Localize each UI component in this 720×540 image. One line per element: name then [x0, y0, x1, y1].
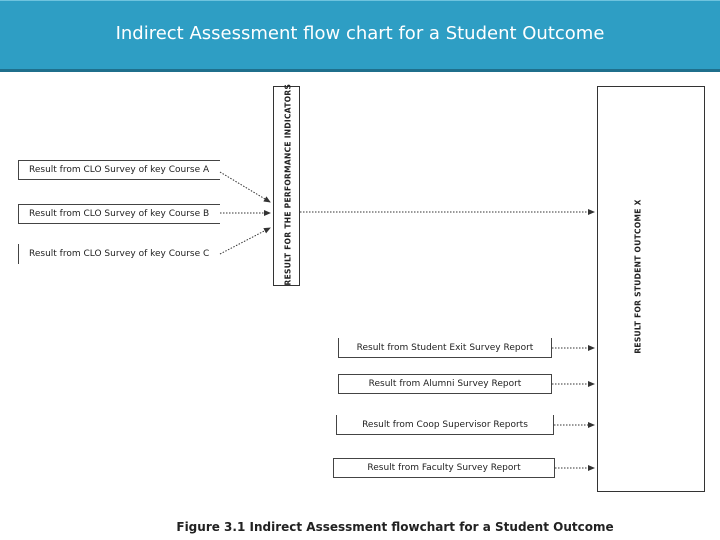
arrow-clo-c [220, 228, 270, 254]
survey-report-box-coop [336, 415, 554, 435]
survey-report-box-faculty [333, 458, 555, 478]
performance-indicators-label: RESULT FOR THE PERFORMANCE INDICATORS [283, 83, 293, 286]
survey-report-box-alumni [338, 374, 552, 394]
clo-result-label-b: Result from CLO Survey of key Course B [29, 209, 210, 219]
student-outcome-label: RESULT FOR STUDENT OUTCOME X [633, 199, 643, 354]
survey-report-label-alumni: Result from Alumni Survey Report [368, 379, 522, 389]
performance-indicators-box [273, 83, 300, 286]
clo-result-box-b [18, 204, 220, 224]
survey-report-label-faculty: Result from Faculty Survey Report [367, 463, 521, 473]
slide-title: Indirect Assessment flow chart for a Student Outcome [115, 23, 605, 44]
student-outcome-box [597, 86, 705, 492]
clo-result-label-c: Result from CLO Survey of key Course C [29, 249, 210, 259]
survey-report-label-exit: Result from Student Exit Survey Report [356, 342, 534, 353]
survey-report-label-coop: Result from Coop Supervisor Reports [362, 419, 528, 430]
slide-header [0, 0, 720, 72]
figure-caption: Figure 3.1 Indirect Assessment flowchart for a Student Outcome [176, 520, 614, 534]
clo-result-box-a [18, 160, 220, 180]
clo-result-box-c [18, 244, 220, 264]
clo-result-label-a: Result from CLO Survey of key Course A [29, 165, 210, 175]
arrow-clo-a [220, 172, 270, 202]
survey-report-box-exit [338, 338, 552, 358]
